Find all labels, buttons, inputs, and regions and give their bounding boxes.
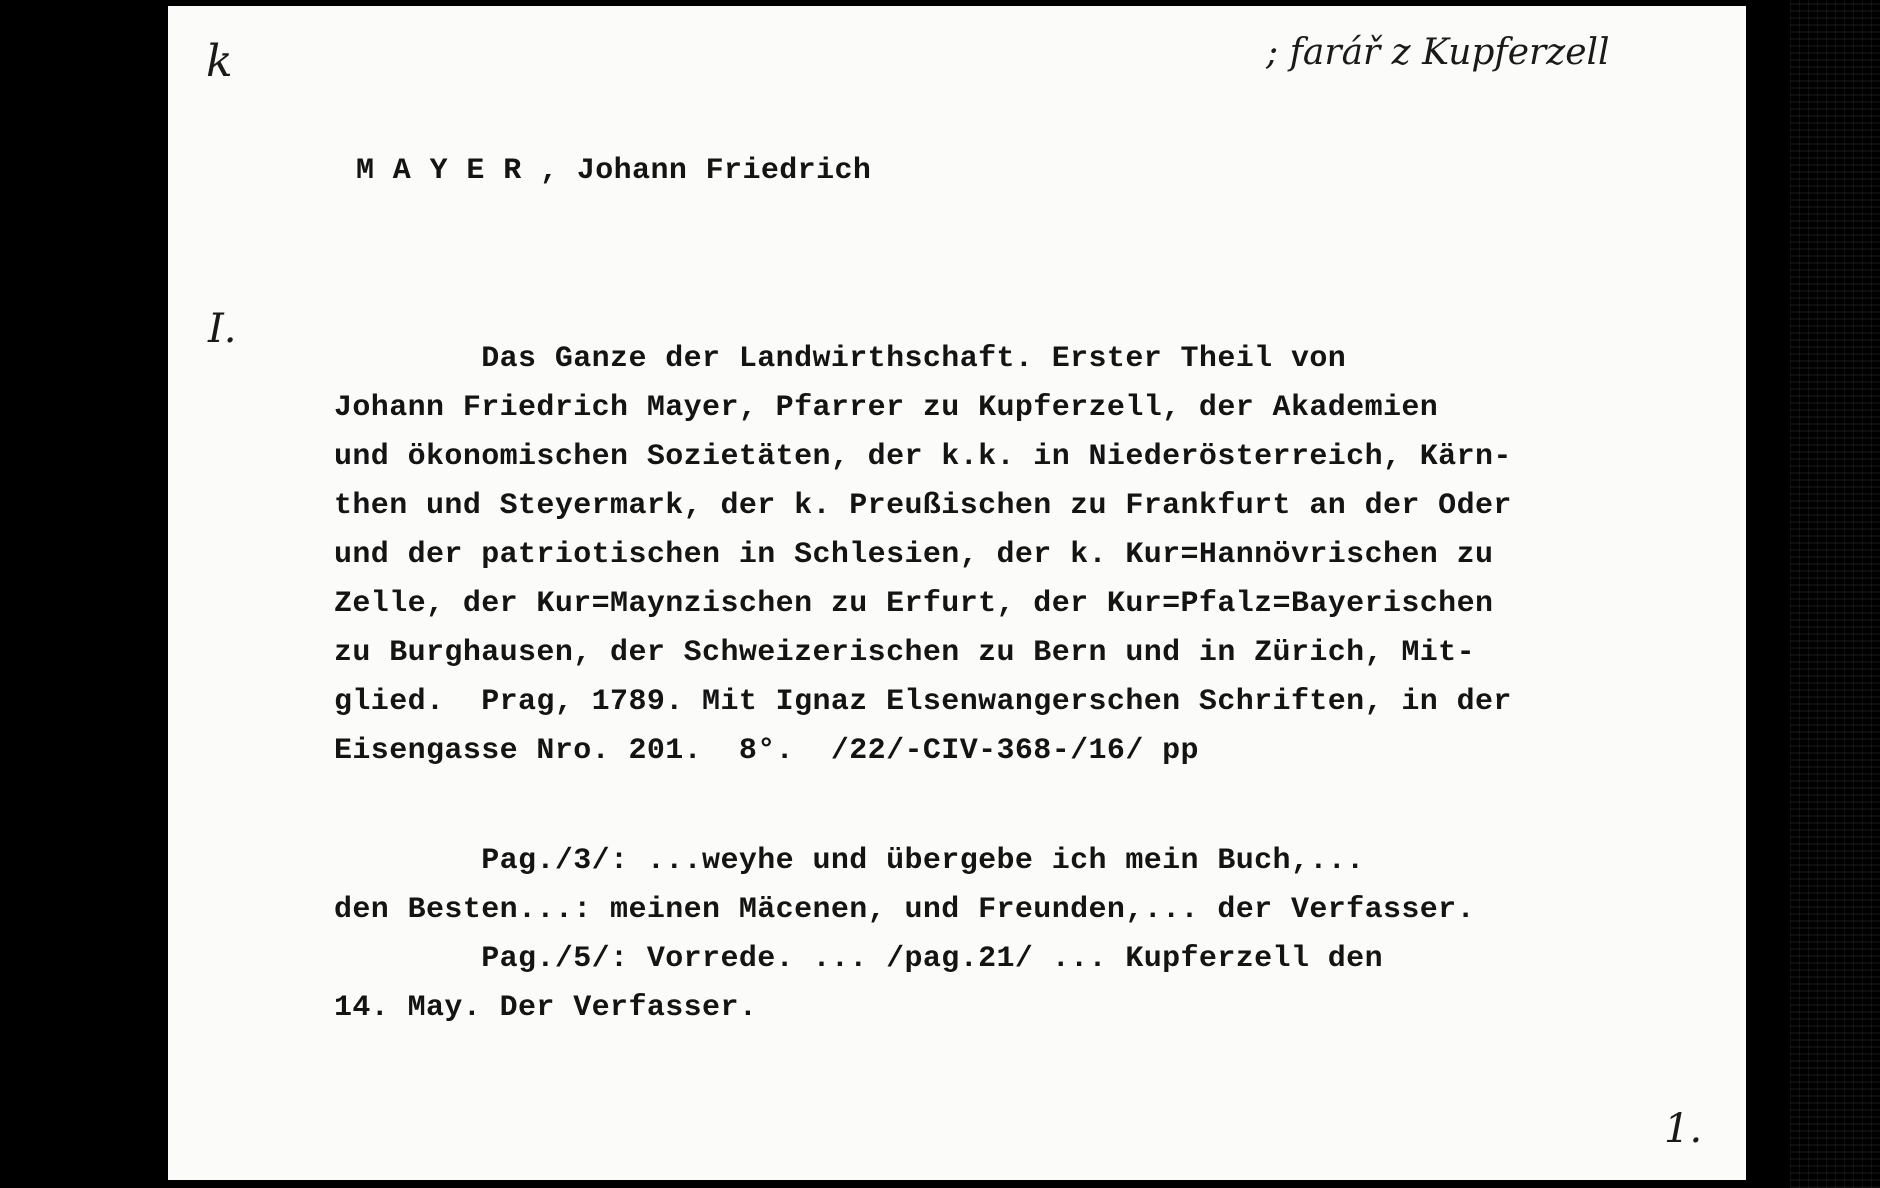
corner-handwritten-mark: k [206, 36, 233, 87]
entry-line: Eisengasse Nro. 201. 8°. /22/-CIV-368-/16/ pp [334, 734, 1199, 768]
entry-line: glied. Prag, 1789. Mit Ignaz Elsenwangerschen Schriften, in der [334, 685, 1512, 719]
page-number: 1. [1664, 1106, 1703, 1152]
entry-line: und der patriotischen in Schlesien, der k. Kur=Hannövrischen zu [334, 538, 1494, 572]
entry-line: Johann Friedrich Mayer, Pfarrer zu Kupferzell, der Akademien [334, 391, 1439, 425]
entry-line: then und Steyermark, der k. Preußischen zu Frankfurt an der Oder [334, 489, 1512, 523]
quote-line: Pag./5/: Vorrede. ... /pag.21/ ... Kupferzell den [334, 942, 1383, 976]
entry-line: und ökonomischen Sozietäten, der k.k. in Niederösterreich, Kärn- [334, 440, 1512, 474]
entry-line: zu Burghausen, der Schweizerischen zu Bern und in Zürich, Mit- [334, 636, 1475, 670]
card-heading: M A Y E R , Johann Friedrich [356, 154, 872, 188]
index-card [168, 6, 1746, 1180]
entry-line: Das Ganze der Landwirthschaft. Erster Theil von [334, 342, 1347, 376]
quote-line: 14. May. Der Verfasser. [334, 991, 758, 1025]
section-mark: I. [208, 306, 237, 352]
entry-line: Zelle, der Kur=Maynzischen zu Erfurt, der Kur=Pfalz=Bayerischen [334, 587, 1494, 621]
handwritten-annotation: ; farář z Kupferzell [1266, 32, 1610, 73]
scan-edge-noise [1790, 0, 1880, 1188]
quote-line: Pag./3/: ...weyhe und übergebe ich mein Buch,... [334, 844, 1365, 878]
quote-line: den Besten...: meinen Mäcenen, und Freunden,... der Verfasser. [334, 893, 1475, 927]
